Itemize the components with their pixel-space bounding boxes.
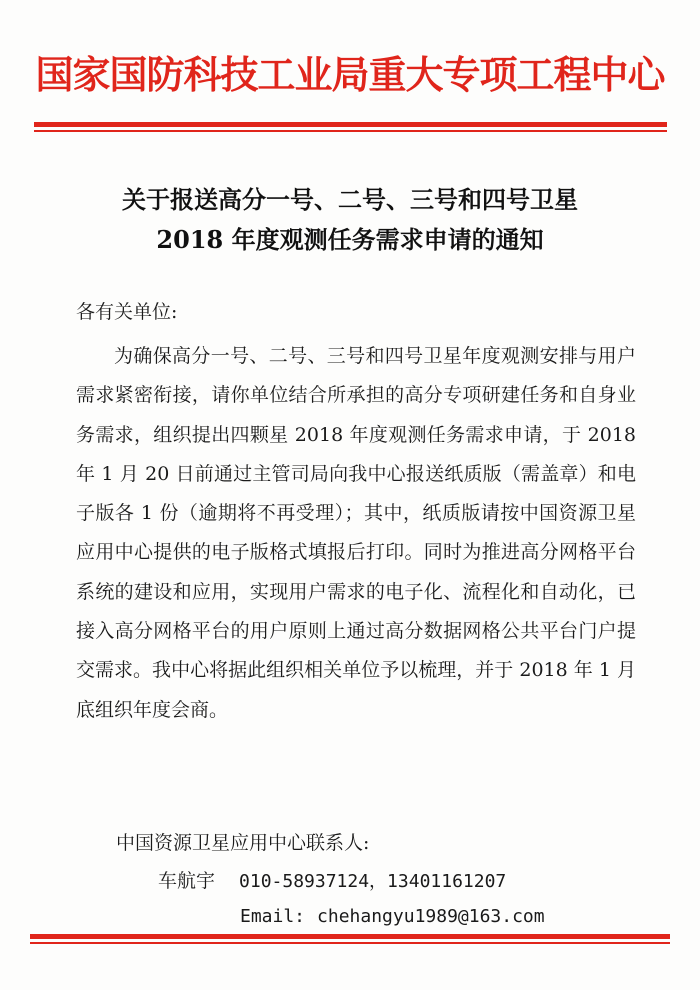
contact-person-line — [158, 866, 506, 893]
salutation: 各有关单位: — [76, 301, 178, 323]
document-title-line-2: 2018 年度观测任务需求申请的通知 — [156, 225, 544, 254]
document-title-line-1: 关于报送高分一号、二号、三号和四号卫星 — [122, 185, 578, 214]
contact-phones: 010-58937124，13401161207 — [239, 871, 507, 892]
org-letterhead-title: 国家国防科技工业局重大专项工程中心 — [35, 53, 665, 97]
letterhead-rule-thin — [34, 130, 667, 132]
email-value: chehangyu1989@163.com — [317, 906, 545, 927]
footer-rule-thick — [30, 934, 670, 939]
email-label: Email: — [240, 906, 306, 927]
contact-email-line — [240, 906, 545, 927]
letterhead-rule-thick — [34, 122, 667, 127]
contact-name: 车航宇 — [158, 870, 216, 892]
contact-label: 中国资源卫星应用中心联系人: — [116, 832, 370, 854]
body-paragraph: 为确保高分一号、二号、三号和四号卫星年度观测安排与用户需求紧密衔接，请你单位结合所承担的高分专项研建任务和自身业务需求，组织提出四颗星 2018 年度观测任务需求申请，于 2018 年 1 月 20 日前通过主管司局向我中心报送纸质版（需盖章）和电子版各 1 份（逾期将不再受理）；其中，纸质版请按中国资源卫星应用中心提供的电子版格式填报后打印。同时为推进高分网格平台系统的建设和应用，实现用户需求的电子化、流程化和自动化，已接入高分网格平台的用户原则上通过高分数据网格公共平台门户提交需求。我中心将据此组织相关单位予以梳理，并于 2018 年 1 月底组织年度会商。 — [76, 345, 636, 721]
footer-rule-thin — [30, 942, 670, 944]
